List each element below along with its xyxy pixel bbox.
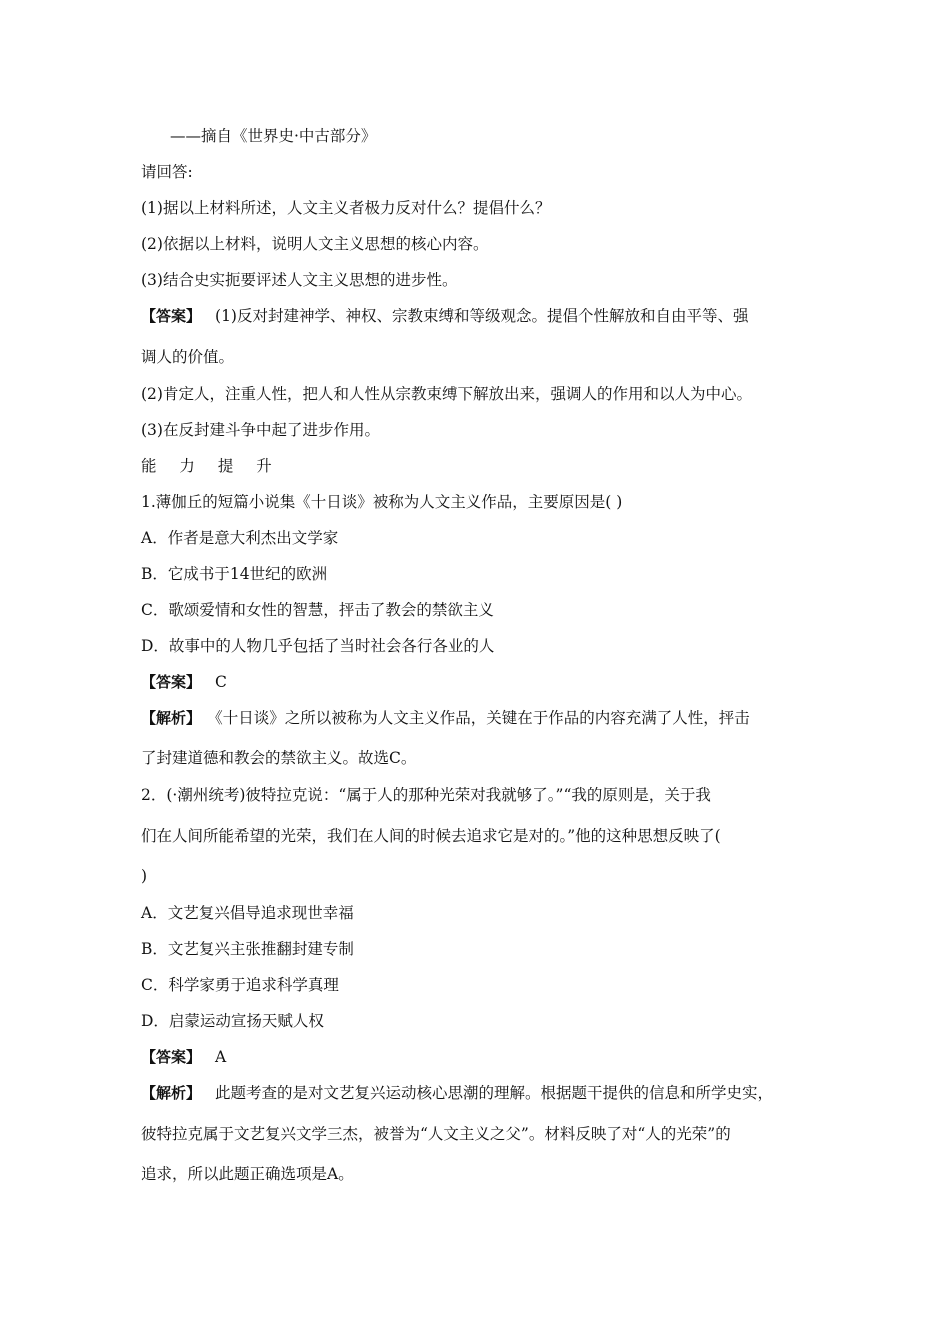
analysis-label: 【解析】 — [141, 709, 202, 727]
answer-2: (2)肯定人，注重人性，把人和人性从宗教束缚下解放出来，强调人的作用和以人为中心。 — [141, 385, 752, 403]
answer-text: (1)反对封建神学、神权、宗教束缚和等级观念。提倡个性解放和自由平等、强 — [215, 307, 749, 325]
answer-label: 【答案】 — [141, 1048, 202, 1066]
answer-3: (3)在反封建斗争中起了进步作用。 — [141, 421, 380, 439]
q2-analysis-line-2: 彼特拉克属于文艺复兴文学三杰，被誉为“人文主义之父”。材料反映了对“人的光荣”的 — [141, 1125, 731, 1143]
q1-option-b: B．它成书于14世纪的欧洲 — [141, 565, 328, 583]
source-citation: ——摘自《世界史·中古部分》 — [170, 127, 377, 145]
answer-label: 【答案】 — [141, 307, 202, 325]
q2-answer — [141, 1047, 821, 1067]
answer-block — [141, 306, 821, 326]
q2-analysis — [141, 1083, 821, 1103]
q2-analysis-line-3: 追求，所以此题正确选项是A。 — [141, 1165, 354, 1183]
q2-option-a: A．文艺复兴倡导追求现世幸福 — [141, 904, 354, 922]
q1-stem: 1.薄伽丘的短篇小说集《十日谈》被称为人文主义作品，主要原因是( ) — [141, 493, 623, 511]
q1-option-a: A．作者是意大利杰出文学家 — [141, 529, 339, 547]
q1-answer — [141, 672, 821, 692]
q1-analysis-continuation: 了封建道德和教会的禁欲主义。故选C。 — [141, 749, 417, 767]
analysis-text: 此题考查的是对文艺复兴运动核心思潮的理解。根据题干提供的信息和所学史实， — [215, 1084, 774, 1102]
answer-value: A — [215, 1048, 227, 1066]
answer-value: C — [215, 673, 227, 691]
answer-label: 【答案】 — [141, 673, 202, 691]
sub-question-1: (1)据以上材料所述，人文主义者极力反对什么？提倡什么？ — [141, 199, 551, 217]
section-title: 能 力 提 升 — [141, 457, 281, 475]
q2-option-d: D．启蒙运动宣扬天赋人权 — [141, 1012, 324, 1030]
q2-stem-line-2: 们在人间所能希望的光荣，我们在人间的时候去追求它是对的。”他的这种思想反映了( — [141, 827, 721, 845]
q1-option-c: C．歌颂爱情和女性的智慧，抨击了教会的禁欲主义 — [141, 601, 494, 619]
analysis-label: 【解析】 — [141, 1084, 202, 1102]
q1-analysis — [141, 708, 821, 728]
answer-continuation: 调人的价值。 — [141, 348, 235, 366]
q2-option-c: C．科学家勇于追求科学真理 — [141, 976, 339, 994]
q2-stem-line-3: ) — [141, 867, 148, 885]
q2-stem-line-1: 2．(·潮州统考)彼特拉克说：“属于人的那种光荣对我就够了。”“我的原则是，关于我 — [141, 786, 711, 804]
question-prompt: 请回答: — [141, 163, 193, 181]
sub-question-2: (2)依据以上材料，说明人文主义思想的核心内容。 — [141, 235, 489, 253]
sub-question-3: (3)结合史实扼要评述人文主义思想的进步性。 — [141, 271, 458, 289]
analysis-text: 《十日谈》之所以被称为人文主义作品，关键在于作品的内容充满了人性，抨击 — [215, 709, 750, 727]
q2-option-b: B．文艺复兴主张推翻封建专制 — [141, 940, 354, 958]
q1-option-d: D．故事中的人物几乎包括了当时社会各行各业的人 — [141, 637, 495, 655]
